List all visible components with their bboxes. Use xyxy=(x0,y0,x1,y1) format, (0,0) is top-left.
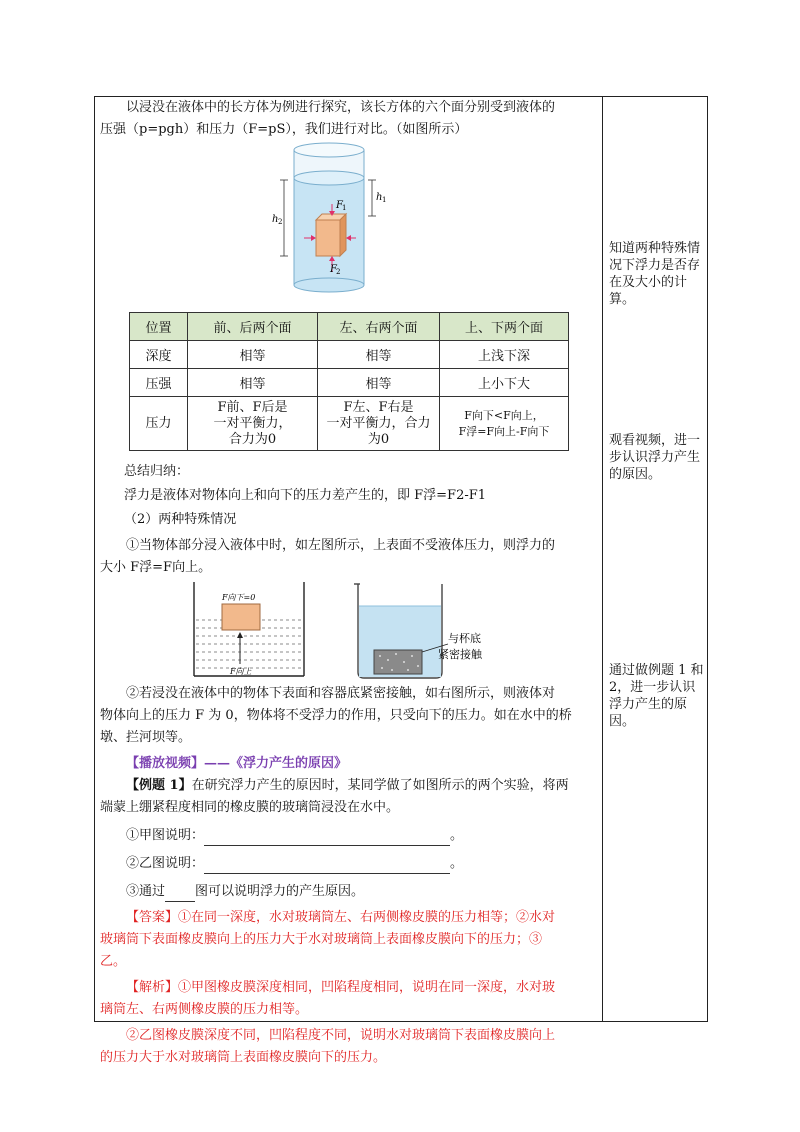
case2-line-1: ②若浸没在液体中的物体下表面和容器底紧密接触，如右图所示，则液体对 xyxy=(126,686,556,701)
table-cell: 相等 xyxy=(188,369,318,397)
bottom-contact-label-2: 紧密接触 xyxy=(438,648,482,661)
table-cell: F前、F后是 一对平衡力， 合力为0 xyxy=(188,397,318,451)
column-divider xyxy=(602,96,603,1022)
sidebar-note-2: 观看视频，进一步认识浮力产生的原因。 xyxy=(609,433,701,482)
table-cell: 相等 xyxy=(188,341,318,369)
bottom-contact-label-1: 与杯底 xyxy=(448,632,481,645)
example-line-1: 在研究浮力产生的原因时，某同学做了如图所示的两个实验，将两 xyxy=(191,778,569,793)
question-1-label: ①甲图说明： xyxy=(126,828,205,843)
table-cell: 压强 xyxy=(130,369,188,397)
intro-line-1: 以浸没在液体中的长方体为例进行探究，该长方体的六个面分别受到液体的 xyxy=(126,100,556,115)
example-line-2: 端蒙上绷紧程度相同的橡皮膜的玻璃筒浸没在水中。 xyxy=(100,800,400,815)
table-cell: 相等 xyxy=(318,341,440,369)
table-cell: 上浅下深 xyxy=(440,341,569,369)
svg-text:1: 1 xyxy=(342,204,347,212)
svg-text:2: 2 xyxy=(336,268,341,276)
table-header: 位置 xyxy=(130,313,188,341)
intro-line-2: 压强（p=pgh）和压力（F=pS），我们进行对比。（如图所示） xyxy=(100,122,468,137)
beaker-diagram xyxy=(352,582,502,680)
question-1-blank[interactable] xyxy=(204,845,450,846)
case1-line-1: ①当物体部分浸入液体中时，如左图所示，上表面不受液体压力，则浮力的 xyxy=(126,538,556,553)
analysis-line-4: 的压力大于水对玻璃筒上表面橡皮膜向下的压力。 xyxy=(100,1050,387,1065)
question-2-blank[interactable] xyxy=(204,873,450,874)
summary-section xyxy=(100,462,600,580)
h2-label: h xyxy=(272,214,279,225)
answer-line-3: 乙。 xyxy=(100,954,127,969)
summary-title: 总结归纳： xyxy=(124,464,190,479)
question-3-blank[interactable] xyxy=(165,901,195,902)
analysis-line-1: 【解析】①甲图橡皮膜深度相同，凹陷程度相同，说明在同一深度，水对玻 xyxy=(126,980,556,995)
intro-paragraph xyxy=(100,98,600,142)
summary-text: 浮力是液体对物体向上和向下的压力差产生的，即 F浮=F2-F1 xyxy=(124,488,487,503)
table-row xyxy=(130,397,569,451)
sidebar-note-3: 通过做例题 1 和 2，进一步认识浮力产生的原因。 xyxy=(609,663,704,729)
table-header: 左、右两个面 xyxy=(318,313,440,341)
f1-label: F xyxy=(336,200,343,211)
answer-line-1: 【答案】①在同一深度，水对玻璃筒左、右两侧橡皮膜的压力相等；②水对 xyxy=(126,910,556,925)
f2-label: F xyxy=(330,264,337,275)
case1-line-2: 大小 F浮=F向上。 xyxy=(100,560,212,575)
answer-line-2: 玻璃筒下表面橡皮膜向上的压力大于水对玻璃筒上表面橡皮膜向下的压力；③ xyxy=(100,932,543,947)
table-header: 上、下两个面 xyxy=(440,313,569,341)
video-title: 【播放视频】——《浮力产生的原因》 xyxy=(126,756,348,771)
partial-immersion-diagram xyxy=(192,582,306,680)
table-header-row xyxy=(130,313,569,341)
question-3-label: ③通过 xyxy=(126,884,166,899)
table-cell: 深度 xyxy=(130,341,188,369)
sidebar-note-1: 知道两种特殊情况下浮力是否存在及大小的计算。 xyxy=(609,241,701,307)
table-cell: 上小下大 xyxy=(440,369,569,397)
svg-text:2: 2 xyxy=(278,218,283,226)
table-cell: 相等 xyxy=(318,369,440,397)
table-header: 前、后两个面 xyxy=(188,313,318,341)
table-cell: F向下<F向上， F浮=F向上-F向下 xyxy=(440,397,569,451)
f-down-zero-label: F向下=0 xyxy=(222,593,256,602)
case2-section: ②若浸没在液体中的物体下表面和容器底紧密接触，如右图所示，则液体对 物体向上的压力 F 为 0，物体将不受浮力的作用，只受向下的压力。如在水中的桥 墩、拦河坝等。 【播放视频】——《浮力产生的原因》 【例题 1】在研究浮力产生的原因时，某同学做了如图所示的两个实验，将两 端蒙上绷紧程度相同的橡皮膜的玻璃筒浸没在水中。 ①甲图说明： 。 ②乙图说明： 。 ③通过 图可以说明浮力的产生原因。 【答案】①在同一深度，水对玻璃筒左、右两侧橡皮膜的压力相等；②水对 玻璃筒下表面橡皮膜向上的压力大于水对玻璃筒上表面橡皮膜向下的压力；③ 乙。 【解析】①甲图橡皮膜深度相同，凹陷程度相同，说明在同一深度，水对玻 璃筒左、右两侧橡皮膜的压力相等。 ②乙图橡皮膜深度不同，凹陷程度不同，说明水对玻璃筒下表面橡皮膜向上 的压力大于水对玻璃筒上表面橡皮膜向下的压力。 xyxy=(100,684,600,1070)
analysis-line-3: ②乙图橡皮膜深度不同，凹陷程度不同，说明水对玻璃筒下表面橡皮膜向上 xyxy=(126,1028,556,1043)
table-cell: F左、F右是 一对平衡力，合力 为0 xyxy=(318,397,440,451)
f-up-label: F向上 xyxy=(230,667,252,676)
table-row xyxy=(130,369,569,397)
comparison-table xyxy=(129,312,569,451)
example-label: 【例题 1】 xyxy=(126,778,192,793)
h1-label: h xyxy=(376,192,383,203)
svg-text:1: 1 xyxy=(382,196,387,204)
case2-line-3: 墩、拦河坝等。 xyxy=(100,730,192,745)
analysis-line-2: 璃筒左、右两侧橡皮膜的压力相等。 xyxy=(100,1002,309,1017)
case2-line-2: 物体向上的压力 F 为 0，物体将不受浮力的作用，只受向下的压力。如在水中的桥 xyxy=(100,708,572,723)
cylinder-diagram xyxy=(270,140,400,305)
question-2-label: ②乙图说明： xyxy=(126,856,205,871)
special-heading: （2）两种特殊情况 xyxy=(124,512,237,527)
table-row xyxy=(130,341,569,369)
table-cell: 压力 xyxy=(130,397,188,451)
